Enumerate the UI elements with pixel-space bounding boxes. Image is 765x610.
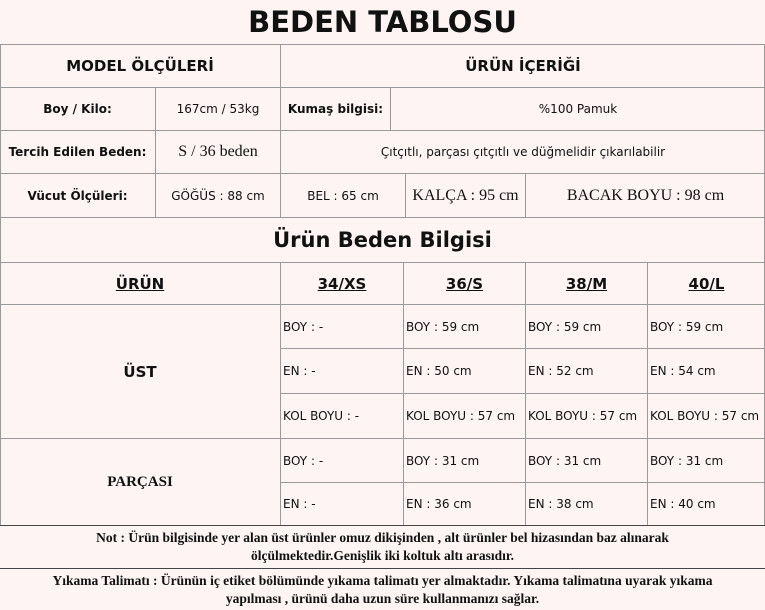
preferred-size-value: S / 36 beden: [178, 143, 258, 160]
column-header-40l: 40/L: [688, 274, 725, 293]
top-garment-label: ÜST: [123, 362, 157, 381]
divider: [0, 525, 765, 526]
table-cell: EN : 38 cm: [528, 497, 594, 511]
washing-instruction-line-2: yapılması , ürünü daha uzun süre kullanmanızı sağlar.: [225, 591, 540, 606]
table-cell: BOY : 59 cm: [406, 319, 480, 334]
page-title: BEDEN TABLOSU: [248, 5, 517, 39]
table-cell: BOY : 31 cm: [650, 453, 724, 468]
chest-measurement: GÖĞÜS : 88 cm: [171, 188, 265, 203]
table-cell: KOL BOYU : -: [283, 409, 360, 423]
table-cell: BOY : -: [283, 453, 324, 468]
washing-instruction-line-1: Yıkama Talimatı : Ürünün iç etiket bölümünde yıkama talimatı yer almaktadır. Yıkama talimatına uyarak yıkama: [52, 573, 713, 588]
body-measurements-label: Vücut Ölçüleri:: [27, 188, 128, 203]
detachable-note: Çıtçıtlı, parçası çıtçıtlı ve düğmelidir çıkarılabilir: [380, 145, 666, 159]
table-cell: BOY : 31 cm: [528, 453, 602, 468]
table-cell: KOL BOYU : 57 cm: [528, 409, 638, 423]
table-cell: EN : 40 cm: [650, 497, 716, 511]
table-cell: BOY : 59 cm: [528, 319, 602, 334]
table-cell: KOL BOYU : 57 cm: [406, 409, 516, 423]
height-weight-label: Boy / Kilo:: [43, 102, 112, 116]
piece-label: PARÇASI: [107, 473, 173, 490]
model-measurements-header: MODEL ÖLÇÜLERİ: [66, 57, 214, 75]
product-content-header: ÜRÜN İÇERİĞİ: [465, 57, 581, 75]
column-header-36s: 36/S: [445, 274, 484, 293]
divider: [0, 568, 765, 569]
preferred-size-label: Tercih Edilen Beden:: [8, 145, 147, 159]
table-cell: EN : 54 cm: [650, 364, 716, 378]
hip-measurement: KALÇA : 95 cm: [412, 186, 519, 204]
table-cell: BOY : 59 cm: [650, 319, 724, 334]
table-cell: BOY : 31 cm: [406, 453, 480, 468]
measurement-note-line-1: Not : Ürün bilgisinde yer alan üst ürünler omuz dikişinden , alt ürünler bel hizasından baz alınarak: [96, 530, 669, 545]
waist-measurement: BEL : 65 cm: [307, 188, 379, 203]
table-cell: EN : -: [283, 497, 316, 511]
table-cell: EN : 52 cm: [528, 364, 594, 378]
table-cell: EN : -: [283, 364, 316, 378]
column-header-38m: 38/M: [565, 274, 608, 293]
fabric-value: %100 Pamuk: [538, 102, 618, 116]
table-cell: BOY : -: [283, 319, 324, 334]
fabric-label: Kumaş bilgisi:: [287, 102, 384, 116]
table-cell: EN : 36 cm: [406, 497, 472, 511]
column-header-product: ÜRÜN: [115, 274, 165, 293]
leg-length-measurement: BACAK BOYU : 98 cm: [566, 186, 725, 204]
table-cell: KOL BOYU : 57 cm: [650, 409, 760, 423]
measurement-note-line-2: ölçülmektedir.Genişlik iki koltuk altı arasıdır.: [250, 548, 515, 563]
height-weight-value: 167cm / 53kg: [176, 102, 260, 116]
size-info-title: Ürün Beden Bilgisi: [273, 228, 492, 252]
table-cell: EN : 50 cm: [406, 364, 472, 378]
column-header-34xs: 34/XS: [317, 274, 367, 293]
